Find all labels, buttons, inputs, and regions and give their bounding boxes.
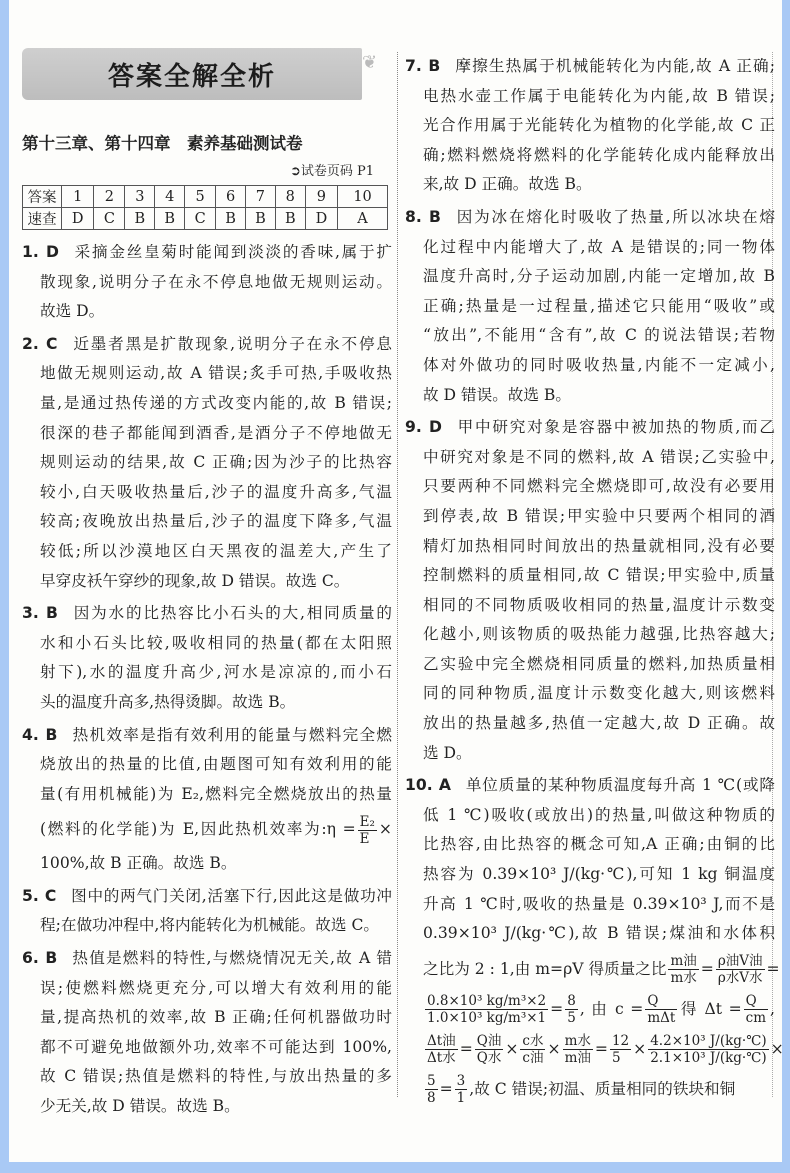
fraction bbox=[475, 1033, 504, 1066]
denominator: 8 bbox=[427, 1090, 436, 1107]
answer-letter: C bbox=[185, 208, 216, 230]
question-number: 7 bbox=[245, 186, 275, 208]
line-text: 量(有用机械能)为 E₂,燃料完全燃烧放出的热量 bbox=[40, 784, 392, 803]
text-line bbox=[22, 750, 392, 780]
numerator: 12 bbox=[611, 1033, 630, 1050]
text-line bbox=[22, 1092, 392, 1122]
text-line bbox=[22, 721, 392, 751]
line-text: 较高;夜晚放出热量后,沙子的温度下降多,气温 bbox=[40, 512, 392, 531]
answer-letter: D bbox=[62, 208, 94, 230]
math-text: × bbox=[770, 1039, 784, 1058]
text-line bbox=[22, 658, 392, 688]
math-text: , bbox=[770, 999, 775, 1018]
question-number: 2 bbox=[94, 186, 125, 208]
line-text: 头的温度升高多,热得烫脚。故选 B。 bbox=[40, 692, 296, 711]
math-text: × bbox=[505, 1039, 519, 1058]
math-text: × bbox=[378, 820, 392, 839]
text-line bbox=[405, 801, 775, 831]
numerator: ρ油V油 bbox=[717, 953, 763, 970]
question-number: 6 bbox=[216, 186, 246, 208]
text-line bbox=[405, 170, 775, 200]
fraction bbox=[668, 953, 698, 986]
text-line bbox=[22, 419, 392, 449]
text-line bbox=[405, 532, 775, 562]
answer-explanation bbox=[405, 52, 775, 200]
text-line bbox=[405, 709, 775, 739]
math-text: , 由 c = bbox=[579, 999, 644, 1018]
line-text: 只要两种不同燃料完全燃烧即可,故没有必要用 bbox=[423, 477, 775, 496]
denominator: 5 bbox=[611, 1050, 621, 1067]
text-line bbox=[22, 238, 392, 268]
text-line bbox=[405, 989, 775, 1029]
text-line bbox=[22, 809, 392, 849]
fraction bbox=[563, 1033, 593, 1066]
text-line bbox=[405, 591, 775, 621]
text-line bbox=[22, 882, 392, 912]
answer-explanation bbox=[22, 238, 392, 327]
math-text: × bbox=[547, 1039, 561, 1058]
fraction bbox=[716, 953, 765, 986]
line-text: 热机效率是指有效利用的能量与燃料完全燃 bbox=[71, 725, 392, 744]
numerator: 8 bbox=[567, 993, 576, 1010]
text-line bbox=[22, 330, 392, 360]
fraction bbox=[358, 814, 377, 847]
math-text: = bbox=[459, 1039, 473, 1058]
fraction bbox=[455, 1073, 468, 1106]
answer-letter: C bbox=[94, 208, 125, 230]
answer-letter: B bbox=[125, 208, 155, 230]
line-text: 乙实验中完全燃烧相同质量的燃料,加热质量相 bbox=[423, 654, 775, 673]
chapter-title: 第十三章、第十四章 素养基础测试卷 bbox=[22, 134, 303, 153]
math-text: 之比为 2 : 1,由 m=ρV 得质量之比 bbox=[423, 959, 667, 978]
line-text: 温度升高时,分子运动加剧,内能一定增加,故 B bbox=[423, 267, 775, 286]
line-text: 程;在做功冲程中,将内能转化为机械能。故选 C。 bbox=[40, 916, 379, 935]
text-line bbox=[405, 443, 775, 473]
row-label: 答案 bbox=[23, 186, 62, 208]
text-line bbox=[22, 567, 392, 597]
text-line bbox=[22, 1003, 392, 1033]
text-line bbox=[22, 780, 392, 810]
line-text: 射下),水的温度升高少,河水是凉凉的,而小石 bbox=[40, 663, 392, 682]
question-number: 9 bbox=[305, 186, 337, 208]
line-text: 0.39×10³ J/(kg·℃),故 B 错误;煤油和水体积 bbox=[423, 924, 775, 943]
question-number: 10 bbox=[338, 186, 388, 208]
answer-explanation bbox=[22, 944, 392, 1122]
numerator: 3 bbox=[456, 1073, 466, 1090]
numerator: c水 bbox=[522, 1033, 544, 1050]
numerator: Q bbox=[645, 993, 677, 1010]
denominator: Q水 bbox=[476, 1050, 502, 1067]
banner-title: 答案全解全析 bbox=[107, 61, 276, 92]
text-line bbox=[22, 1062, 392, 1092]
denominator: 1.0×10³ kg/m³×1 bbox=[427, 1010, 547, 1027]
text-line bbox=[405, 52, 775, 82]
denominator: E bbox=[359, 830, 370, 847]
fraction bbox=[565, 993, 578, 1026]
answer-letter: B bbox=[275, 208, 305, 230]
text-line bbox=[405, 1029, 784, 1069]
answer-explanation bbox=[22, 721, 392, 879]
text-line bbox=[405, 890, 775, 920]
text-line bbox=[405, 472, 775, 502]
fraction bbox=[425, 1033, 458, 1066]
text-line bbox=[22, 478, 392, 508]
line-text: 较小,白天吸收热量后,沙子的温度升高多,气温 bbox=[40, 482, 392, 501]
text-line bbox=[22, 911, 392, 941]
fraction bbox=[645, 993, 677, 1026]
line-text: 地做无规则运动,故 A 错误;炙手可热,手吸收热 bbox=[40, 364, 392, 383]
text-line bbox=[405, 561, 775, 591]
question-label: 10. A bbox=[405, 776, 451, 795]
text-line bbox=[405, 919, 775, 949]
line-text: 烧放出的热量的比值,由题图可知有效利用的能 bbox=[40, 755, 392, 774]
text-line bbox=[405, 111, 775, 141]
line-text: 确;燃料燃烧将燃料的化学能转化成内能释放出 bbox=[423, 145, 775, 164]
fraction bbox=[425, 1073, 438, 1106]
numerator: E₂ bbox=[359, 813, 375, 830]
answer-explanation bbox=[405, 203, 775, 410]
line-text: 误;使燃料燃烧更充分,可以增大有效利用的能 bbox=[40, 978, 392, 997]
text-line bbox=[405, 351, 775, 381]
text-line bbox=[405, 739, 775, 769]
fraction bbox=[744, 993, 768, 1026]
numerator: m水 bbox=[564, 1033, 591, 1050]
text-line bbox=[405, 321, 775, 351]
fraction bbox=[520, 1033, 545, 1066]
question-label: 3. B bbox=[22, 604, 58, 623]
answer-explanation bbox=[405, 771, 784, 1109]
line-text: 摩擦生热属于机械能转化为内能,故 A 正确; bbox=[454, 57, 775, 75]
question-label: 9. D bbox=[405, 418, 442, 437]
right-column bbox=[405, 52, 784, 1112]
answer-letter: A bbox=[338, 208, 388, 230]
line-text: 正确;热量是一过程量,描述它只能用“吸收”或 bbox=[423, 296, 775, 315]
numerator: 0.8×10³ kg/m³×2 bbox=[427, 993, 547, 1010]
text-line bbox=[405, 860, 775, 890]
answer-quick-check-table bbox=[22, 185, 388, 230]
text-line bbox=[405, 949, 780, 989]
denominator: mΔt bbox=[647, 1010, 676, 1027]
line-text: 比热容,由比热容的概念可知,A 正确;由铜的比 bbox=[423, 835, 775, 854]
math-text: = bbox=[766, 959, 780, 978]
question-number: 8 bbox=[275, 186, 305, 208]
text-line bbox=[405, 262, 775, 292]
text-line bbox=[405, 830, 775, 860]
text-line bbox=[405, 1069, 775, 1109]
line-text: 同的同种物质,温度计示数变化越大,则该燃料 bbox=[423, 684, 775, 703]
text-line bbox=[405, 502, 775, 532]
question-label: 1. D bbox=[22, 243, 59, 261]
line-text: 单位质量的某种物质温度每升高 1 ℃(或降 bbox=[464, 776, 775, 795]
line-text: 热容为 0.39×10³ J/(kg·℃),可知 1 kg 铜温度 bbox=[423, 865, 775, 884]
text-line bbox=[405, 82, 775, 112]
math-text: (燃料的化学能)为 E,因此热机效率为:η = bbox=[40, 820, 356, 839]
line-text: 升高 1 ℃时,吸收的热量是 0.39×10³ J,而不是 bbox=[423, 894, 775, 913]
line-text: 因为水的比热容比小石头的大,相同质量的 bbox=[71, 604, 392, 623]
answer-explanation bbox=[22, 330, 392, 596]
text-line bbox=[405, 233, 775, 263]
denominator: c油 bbox=[522, 1050, 544, 1067]
line-text: 放出的热量越多,热值一定越大,故 D 正确。故 bbox=[423, 714, 775, 733]
math-text: × bbox=[633, 1039, 647, 1058]
line-text: 故选 D。 bbox=[40, 302, 105, 321]
line-text: 散现象,说明分子在永不停息地做无规则运动。 bbox=[40, 272, 392, 291]
text-line bbox=[405, 650, 775, 680]
denominator: Δt水 bbox=[427, 1050, 456, 1067]
math-text: = bbox=[594, 1039, 608, 1058]
answer-explanation bbox=[22, 882, 392, 941]
text-line bbox=[22, 389, 392, 419]
answer-letter: B bbox=[216, 208, 246, 230]
text-line bbox=[22, 1033, 392, 1063]
line-text: 图中的两气门关闭,活塞下行,因此这是做功冲 bbox=[70, 886, 392, 905]
text-line bbox=[405, 679, 775, 709]
math-text: = bbox=[700, 959, 714, 978]
text-line bbox=[22, 507, 392, 537]
line-text: 电热水壶工作属于电能转化为内能,故 B 错误; bbox=[423, 86, 775, 105]
text-line bbox=[405, 771, 775, 801]
answer-letter: B bbox=[155, 208, 185, 230]
denominator: 2.1×10³ J/(kg·℃) bbox=[650, 1050, 767, 1067]
question-label: 5. C bbox=[22, 886, 57, 905]
text-line bbox=[22, 849, 392, 879]
line-text: 规则运动的结果,故 C 正确;因为沙子的比热容 bbox=[40, 453, 392, 472]
line-text: 精灯加热相同时间放出的热量就相同,没有必要 bbox=[423, 536, 775, 555]
denominator: ρ水V水 bbox=[717, 970, 763, 987]
answer-explanation bbox=[22, 599, 392, 717]
denominator: 1 bbox=[456, 1090, 466, 1107]
text-line bbox=[22, 688, 392, 718]
banner bbox=[22, 48, 362, 100]
numerator: m油 bbox=[670, 953, 697, 970]
text-line bbox=[405, 413, 775, 443]
text-line bbox=[22, 599, 392, 629]
line-text: 故 D 错误。故选 B。 bbox=[423, 385, 571, 404]
line-text: 水和小石头比较,吸收相同的热量(都在太阳照 bbox=[40, 633, 392, 652]
question-label: 7. B bbox=[405, 57, 441, 75]
text-line bbox=[405, 620, 775, 650]
line-text: 来,故 D 正确。故选 B。 bbox=[423, 175, 592, 194]
line-text: 故 C 错误;热值是燃料的特性,与放出热量的多 bbox=[40, 1067, 392, 1086]
line-text: 相同的不同物质吸收相同的热量,温度计示数变 bbox=[423, 595, 775, 614]
question-label: 6. B bbox=[22, 949, 58, 968]
question-number: 5 bbox=[185, 186, 216, 208]
line-text: 化过程中内能增大了,故 A 是错误的;同一物体 bbox=[423, 237, 775, 256]
numerator: Q油 bbox=[476, 1033, 502, 1050]
line-text: 低 1 ℃)吸收(或放出)的热量,叫做这种物质的 bbox=[423, 805, 775, 824]
text-line bbox=[22, 448, 392, 478]
fraction bbox=[610, 1033, 631, 1066]
text-line bbox=[22, 359, 392, 389]
question-number: 3 bbox=[125, 186, 155, 208]
column-divider bbox=[397, 52, 398, 1097]
line-text: 很深的巷子都能闻到酒香,是酒分子不停地做无 bbox=[40, 423, 392, 442]
answer-letter: B bbox=[245, 208, 275, 230]
text-line bbox=[22, 629, 392, 659]
question-label: 4. B bbox=[22, 725, 58, 744]
left-column bbox=[22, 238, 392, 1125]
line-text: 体对外做功的同时吸收热量,内能不一定减小, bbox=[423, 355, 775, 374]
text-line bbox=[22, 537, 392, 567]
math-text: ,故 C 错误;初温、质量相同的铁块和铜 bbox=[469, 1079, 736, 1098]
text-line bbox=[22, 944, 392, 974]
question-number: 1 bbox=[62, 186, 94, 208]
math-text: 得 Δt = bbox=[679, 999, 742, 1018]
line-text: 量,提高热机的效率,故 B 正确;任何机器做功时 bbox=[40, 1008, 392, 1027]
numerator: 4.2×10³ J/(kg·℃) bbox=[650, 1033, 767, 1050]
line-text: 采摘金丝皇菊时能闻到淡淡的香味,属于扩 bbox=[72, 243, 392, 261]
fraction bbox=[648, 1033, 768, 1066]
line-text: 热值是燃料的特性,与燃烧情况无关,故 A 错 bbox=[71, 949, 392, 968]
line-text: 控制燃料的质量相同,故 C 错误;甲实验中,质量 bbox=[423, 566, 775, 585]
line-text: 甲中研究对象是容器中被加热的物质,而乙 bbox=[455, 418, 775, 437]
line-text: 到停表,故 B 错误;甲实验中只要两个相同的酒 bbox=[423, 506, 775, 525]
line-text: 中研究对象是不同的燃料,故 A 错误;乙实验中, bbox=[423, 447, 775, 466]
text-line bbox=[405, 203, 775, 233]
numerator: Q bbox=[744, 993, 768, 1010]
question-label: 8. B bbox=[405, 207, 441, 226]
text-line bbox=[405, 141, 775, 171]
line-text: 少无关,故 D 错误。故选 B。 bbox=[40, 1097, 240, 1116]
denominator: cm bbox=[745, 1010, 767, 1027]
numerator: 5 bbox=[427, 1073, 436, 1090]
text-line bbox=[22, 268, 392, 298]
answer-letter: D bbox=[305, 208, 337, 230]
line-text: 选 D。 bbox=[423, 743, 472, 762]
row-label: 速查 bbox=[23, 208, 62, 230]
leaf-decoration-icon: ❦ bbox=[362, 52, 378, 73]
denominator: m油 bbox=[564, 1050, 591, 1067]
text-line bbox=[405, 381, 775, 411]
question-number: 4 bbox=[155, 186, 185, 208]
line-text: 近墨者黑是扩散现象,说明分子在永不停息 bbox=[71, 334, 392, 353]
denominator: 5 bbox=[567, 1010, 576, 1027]
line-text: 较低;所以沙漠地区白天黑夜的温差大,产生了 bbox=[40, 541, 392, 560]
math-text: = bbox=[439, 1079, 453, 1098]
line-text: 100%,故 B 正确。故选 B。 bbox=[40, 854, 237, 873]
text-line bbox=[22, 297, 392, 327]
question-label: 2. C bbox=[22, 334, 58, 353]
page-reference: ➲试卷页码 P1 bbox=[290, 164, 375, 179]
denominator: m水 bbox=[670, 970, 697, 987]
text-line bbox=[22, 974, 392, 1004]
line-text: 光合作用属于光能转化为植物的化学能,故 C 正 bbox=[423, 116, 775, 135]
line-text: 早穿皮袄午穿纱的现象,故 D 错误。故选 C。 bbox=[40, 571, 350, 590]
line-text: 量,是通过热传递的方式改变内能的,故 B 错误; bbox=[40, 393, 392, 412]
line-text: “放出”,不能用“含有”,故 C 的说法错误;若物 bbox=[423, 326, 775, 345]
numerator: Δt油 bbox=[427, 1033, 456, 1050]
line-text: 都不可避免地做额外功,效率不可能达到 100%, bbox=[40, 1037, 392, 1056]
math-text: = bbox=[550, 999, 564, 1018]
text-line bbox=[405, 292, 775, 322]
line-text: 化越小,则该物质的吸热能力越强,比热容越大; bbox=[423, 625, 775, 644]
fraction bbox=[425, 993, 548, 1026]
answer-explanation bbox=[405, 413, 775, 768]
line-text: 因为冰在熔化时吸收了热量,所以冰块在熔 bbox=[454, 207, 775, 226]
